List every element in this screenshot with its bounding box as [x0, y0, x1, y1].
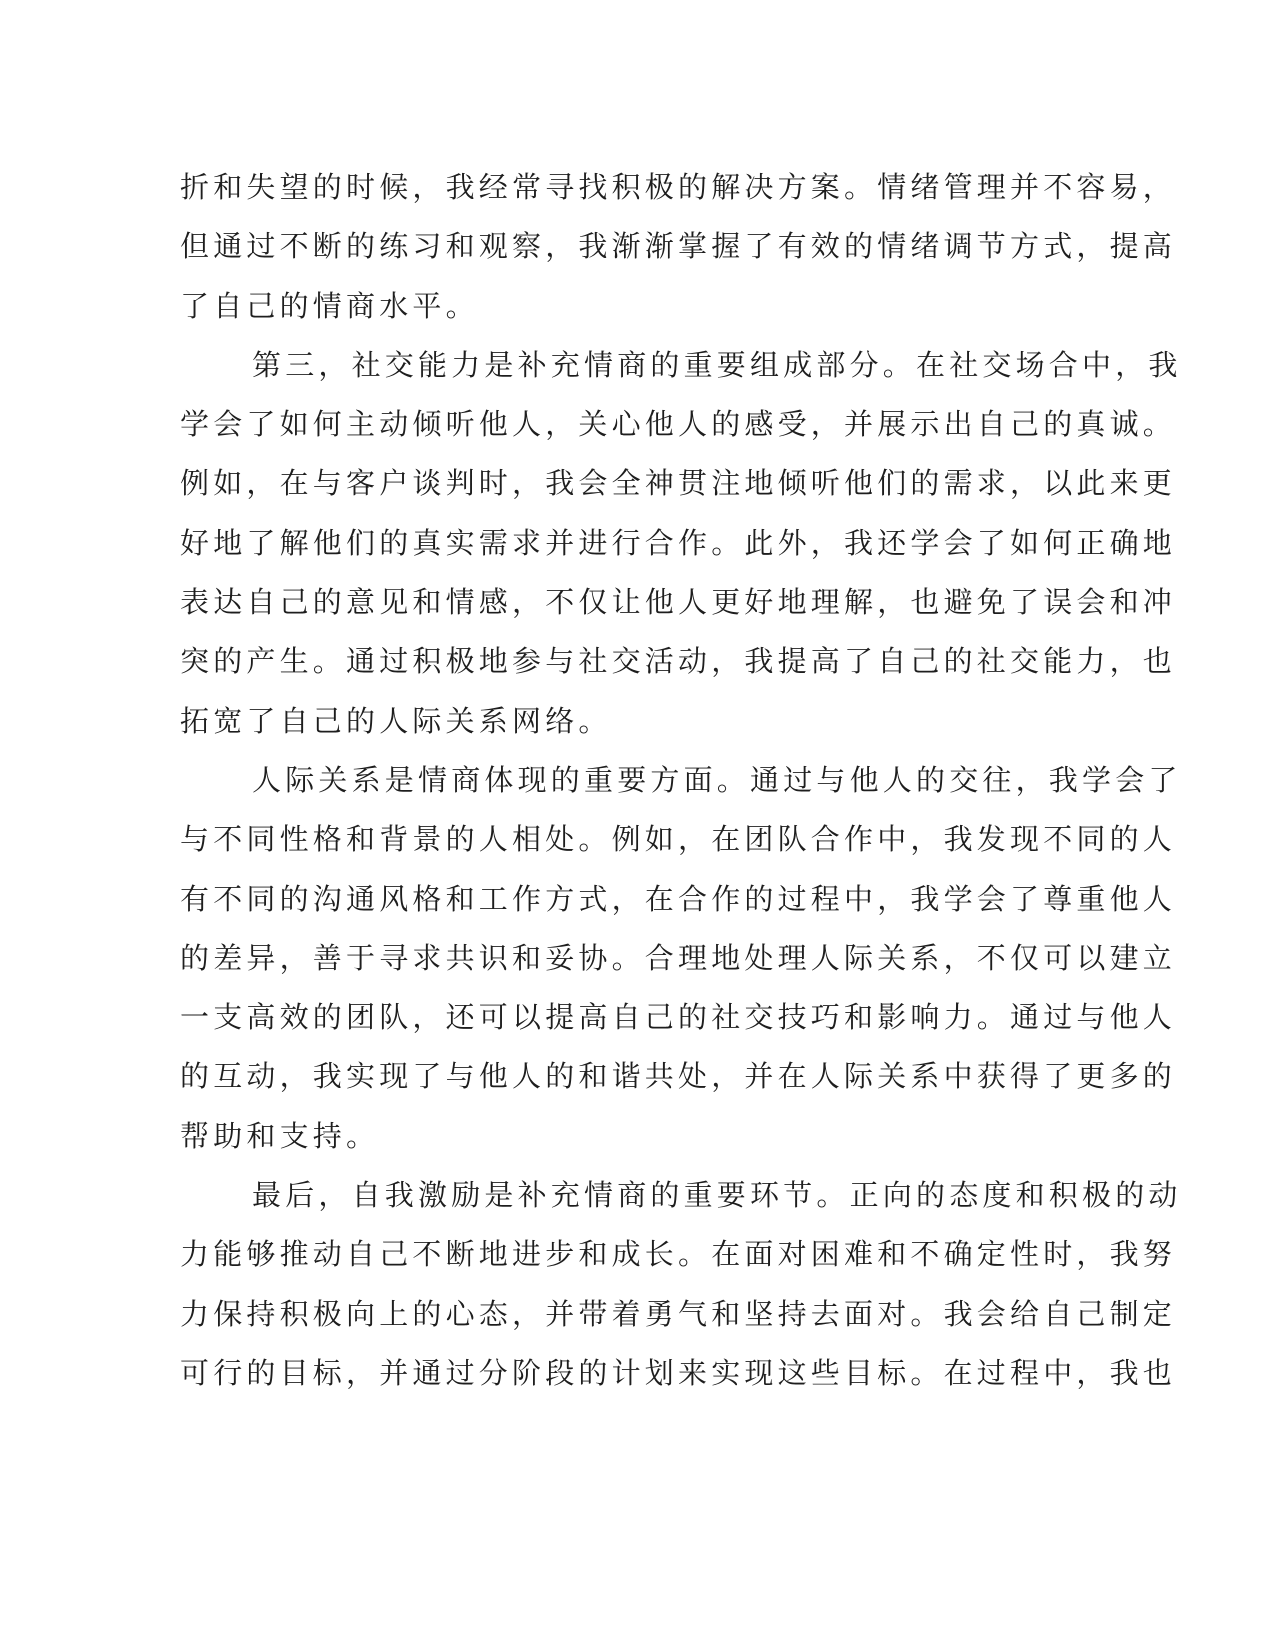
text-line: 最后，自我激励是补充情商的重要环节。正向的态度和积极的动: [252, 1178, 1182, 1213]
text-line: 第三，社交能力是补充情商的重要组成部分。在社交场合中，我: [252, 347, 1182, 382]
paragraph: [180, 336, 1182, 751]
text-line: 与不同性格和背景的人相处。例如，在团队合作中，我发现不同的人: [180, 822, 1177, 857]
paragraph: [180, 751, 1182, 1166]
paragraph: [180, 158, 1177, 336]
text-line: 了自己的情商水平。: [180, 288, 479, 323]
document-body: [180, 158, 1182, 1403]
text-line: 表达自己的意见和情感，不仅让他人更好地理解，也避免了误会和冲: [180, 585, 1177, 620]
text-line: 人际关系是情商体现的重要方面。通过与他人的交往，我学会了: [252, 762, 1182, 797]
text-line: 帮助和支持。: [180, 1118, 380, 1153]
text-line: 拓宽了自己的人际关系网络。: [180, 703, 612, 738]
text-line: 折和失望的时候，我经常寻找积极的解决方案。情绪管理并不容易，: [180, 170, 1177, 204]
text-line: 力保持积极向上的心态，并带着勇气和坚持去面对。我会给自己制定: [180, 1296, 1177, 1331]
text-line: 学会了如何主动倾听他人，关心他人的感受，并展示出自己的真诚。: [180, 407, 1177, 442]
text-line: 好地了解他们的真实需求并进行合作。此外，我还学会了如何正确地: [180, 525, 1177, 560]
paragraph: [180, 1166, 1182, 1403]
text-line: 的互动，我实现了与他人的和谐共处，并在人际关系中获得了更多的: [180, 1059, 1177, 1094]
text-line: 例如，在与客户谈判时，我会全神贯注地倾听他们的需求，以此来更: [180, 466, 1177, 501]
text-line: 但通过不断的练习和观察，我渐渐掌握了有效的情绪调节方式，提高: [180, 229, 1177, 264]
text-line: 力能够推动自己不断地进步和成长。在面对困难和不确定性时，我努: [180, 1237, 1177, 1272]
text-line: 突的产生。通过积极地参与社交活动，我提高了自己的社交能力，也: [180, 644, 1177, 679]
text-line: 的差异，善于寻求共识和妥协。合理地处理人际关系，不仅可以建立: [180, 940, 1177, 975]
text-line: 有不同的沟通风格和工作方式，在合作的过程中，我学会了尊重他人: [180, 881, 1177, 916]
text-line: 可行的目标，并通过分阶段的计划来实现这些目标。在过程中，我也: [180, 1355, 1177, 1390]
text-line: 一支高效的团队，还可以提高自己的社交技巧和影响力。通过与他人: [180, 1000, 1177, 1035]
